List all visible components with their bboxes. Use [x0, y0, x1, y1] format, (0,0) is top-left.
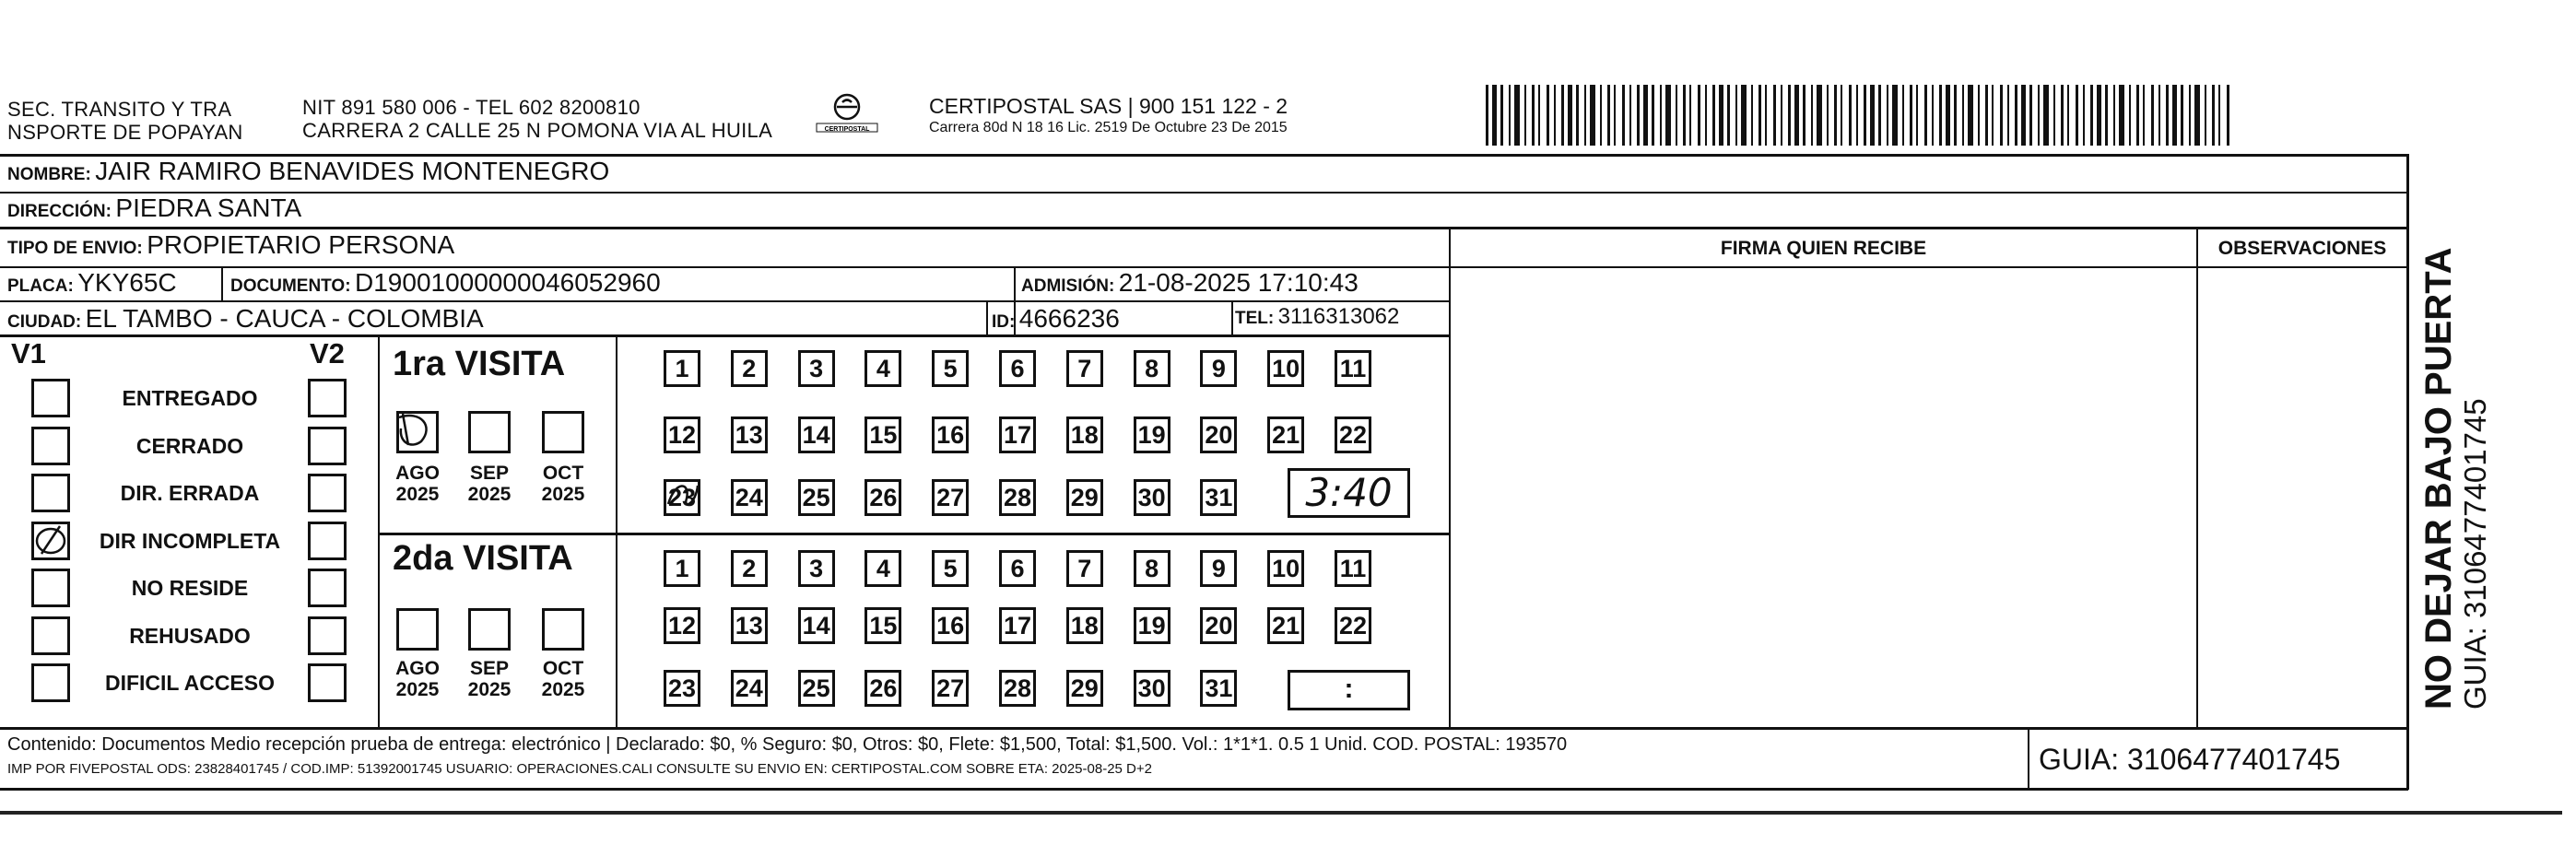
v1-checkbox[interactable]: [31, 569, 70, 607]
v1-checkbox[interactable]: [31, 522, 70, 560]
day-box[interactable]: 7: [1066, 550, 1103, 587]
day-box[interactable]: 23: [664, 670, 700, 707]
day-box[interactable]: 25: [798, 670, 835, 707]
v1-header: V1: [11, 337, 46, 369]
barcode-bar: [1509, 85, 1511, 146]
barcode-bar: [1992, 85, 1994, 146]
month-checkbox[interactable]: [468, 608, 511, 651]
barcode-bar: [1660, 85, 1662, 146]
shipment-type-row: [7, 230, 454, 265]
shipment-type: PROPIETARIO PERSONA: [147, 230, 455, 259]
day-box[interactable]: 27: [932, 670, 969, 707]
status-label: NO RESIDE: [131, 576, 249, 600]
barcode-bar: [1689, 85, 1691, 146]
day-box[interactable]: 8: [1134, 550, 1170, 587]
day-box[interactable]: 31: [1200, 479, 1237, 516]
v2-checkbox[interactable]: [308, 474, 347, 512]
status-label: REHUSADO: [129, 623, 251, 648]
day-box[interactable]: 22: [1335, 607, 1371, 644]
barcode-bar: [1554, 85, 1556, 146]
barcode-bar: [1968, 85, 1973, 146]
barcode-bar: [1773, 85, 1776, 146]
barcode-bar: [2061, 85, 2064, 146]
barcode-bar: [1864, 85, 1866, 146]
barcode-bar: [2000, 85, 2003, 146]
carrier-line-1: CERTIPOSTAL SAS | 900 151 122 - 2: [929, 94, 1288, 118]
barcode-bar: [2015, 85, 2017, 146]
barcode-bar: [2227, 85, 2229, 146]
day-box[interactable]: 18: [1066, 416, 1103, 453]
recipient-address: PIEDRA SANTA: [115, 194, 302, 222]
month-year-label: [462, 463, 517, 505]
admision-label: ADMISIÓN:: [1021, 276, 1115, 296]
barcode-bar: [1576, 85, 1579, 146]
year-label: 2025: [395, 679, 440, 700]
barcode-bar: [1524, 85, 1526, 146]
barcode-bar: [1811, 85, 1813, 146]
admission-field: [1021, 268, 1359, 298]
day-box[interactable]: 25: [798, 479, 835, 516]
status-label: DIFICIL ACCESO: [104, 671, 275, 695]
grid-line: [0, 192, 2408, 194]
visit2-time-box[interactable]: [1288, 670, 1410, 710]
day-box[interactable]: 16: [932, 607, 969, 644]
barcode-bar: [2083, 85, 2085, 146]
certipostal-logo: [815, 90, 879, 146]
barcode-bar: [1719, 85, 1723, 146]
day-box[interactable]: 1: [664, 550, 700, 587]
grid-line: [0, 788, 2408, 791]
barcode-bar: [1607, 85, 1610, 146]
day-box[interactable]: 6: [999, 550, 1036, 587]
id-field: [992, 304, 1120, 334]
day-box[interactable]: 3: [798, 550, 835, 587]
v2-checkbox[interactable]: [308, 569, 347, 607]
v2-checkbox[interactable]: [308, 663, 347, 702]
day-box[interactable]: 13: [731, 607, 768, 644]
barcode-bar: [1856, 85, 1858, 146]
id-label: ID:: [992, 312, 1016, 332]
day-box[interactable]: 12: [664, 607, 700, 644]
day-box[interactable]: 17: [999, 416, 1036, 453]
month-checkbox[interactable]: [542, 608, 584, 651]
day-box[interactable]: 9: [1200, 550, 1237, 587]
barcode-bar: [2172, 85, 2177, 146]
barcode-bar: [1561, 85, 1564, 146]
barcode-bar: [1939, 85, 1942, 146]
year-label: 2025: [541, 484, 585, 505]
barcode-bar: [2181, 85, 2183, 146]
visit1-time-box[interactable]: [1288, 468, 1410, 518]
month-checkbox[interactable]: [396, 608, 439, 651]
year-label: 2025: [395, 484, 440, 505]
barcode-bar: [1924, 85, 1927, 146]
id-number: 4666236: [1018, 304, 1120, 333]
observations-area[interactable]: [2198, 268, 2406, 727]
barcode-bar: [2067, 85, 2069, 146]
barcode-bar: [1547, 85, 1549, 146]
month-year-label: [462, 658, 517, 700]
day-box[interactable]: 14: [798, 416, 835, 453]
day-box[interactable]: 12: [664, 416, 700, 453]
grid-line: [221, 266, 223, 301]
day-box[interactable]: 7: [1066, 350, 1103, 387]
barcode-bar: [1584, 85, 1586, 146]
barcode-bar: [1781, 85, 1782, 146]
day-box[interactable]: 20: [1200, 416, 1237, 453]
day-box[interactable]: 30: [1134, 670, 1170, 707]
city: EL TAMBO - CAUCA - COLOMBIA: [85, 304, 484, 333]
signature-area[interactable]: [1451, 268, 2196, 727]
barcode-bar: [1727, 85, 1730, 146]
barcode-bar: [1500, 85, 1503, 146]
tipo-envio-label: TIPO DE ENVIO:: [7, 239, 143, 258]
placa-label: PLACA:: [7, 276, 74, 296]
day-box[interactable]: 17: [999, 607, 1036, 644]
day-box[interactable]: 14: [798, 607, 835, 644]
nombre-label: NOMBRE:: [7, 165, 91, 184]
day-box[interactable]: 22: [1335, 416, 1371, 453]
barcode-bar: [1978, 85, 1980, 146]
day-box[interactable]: 2: [731, 550, 768, 587]
barcode-bar: [1652, 85, 1654, 146]
month-year-label: [535, 463, 591, 505]
barcode-bar: [1751, 85, 1753, 146]
grid-line: [986, 300, 988, 335]
grid-line: [0, 727, 2408, 730]
barcode-bar: [1590, 85, 1595, 146]
signature-header: FIRMA QUIEN RECIBE: [1720, 238, 1927, 259]
day-box[interactable]: 28: [999, 479, 1036, 516]
barcode-bar: [1741, 85, 1747, 146]
barcode-bar: [2105, 85, 2108, 146]
visit1-title: 1ra VISITA: [393, 345, 566, 383]
visit2-title: 2da VISITA: [393, 539, 573, 578]
v2-checkbox[interactable]: [308, 522, 347, 560]
barcode-bar: [1735, 85, 1737, 146]
recipient-name-row: [7, 157, 609, 192]
barcode-bar: [2119, 85, 2124, 146]
recipient-name: JAIR RAMIRO BENAVIDES MONTENEGRO: [95, 157, 610, 185]
barcode-bar: [1849, 85, 1852, 146]
barcode-bar: [2113, 85, 2115, 146]
day-box[interactable]: 4: [865, 350, 901, 387]
barcode-bar: [1985, 85, 1988, 146]
tel-label: TEL:: [1235, 309, 1275, 328]
day-mark: [663, 476, 703, 517]
visit1-time: 3:40: [1305, 470, 1393, 515]
day-box[interactable]: 20: [1200, 607, 1237, 644]
barcode-bar: [2166, 85, 2169, 146]
barcode-bar: [2151, 85, 2154, 146]
year-label: 2025: [541, 679, 585, 700]
barcode-bar: [2212, 85, 2215, 146]
month-label: SEP: [469, 658, 510, 679]
barcode-bar: [1932, 85, 1934, 146]
day-box[interactable]: 3: [798, 350, 835, 387]
barcode-bar: [1486, 85, 1488, 146]
v1-checkbox[interactable]: [31, 663, 70, 702]
day-box[interactable]: 9: [1200, 350, 1237, 387]
month-label: OCT: [542, 463, 584, 484]
month-year-label: [535, 658, 591, 700]
day-box[interactable]: 10: [1267, 350, 1304, 387]
barcode-bar: [1712, 85, 1715, 146]
no-dejar-notice: NO DEJAR BAJO PUERTA: [2418, 247, 2459, 710]
v2-header: V2: [310, 337, 345, 369]
tel-field: [1235, 304, 1399, 330]
admission-datetime: 21-08-2025 17:10:43: [1118, 268, 1359, 297]
year-label: 2025: [467, 484, 512, 505]
day-box[interactable]: 30: [1134, 479, 1170, 516]
barcode-bar: [1629, 85, 1631, 146]
observations-header: OBSERVACIONES: [2217, 238, 2387, 259]
tear-edge: [0, 811, 2562, 815]
grid-line: [378, 533, 1449, 535]
barcode-bar: [1637, 85, 1640, 146]
day-box[interactable]: 5: [932, 550, 969, 587]
plate-field: [7, 268, 177, 298]
day-box[interactable]: 29: [1066, 479, 1103, 516]
day-box[interactable]: 24: [731, 479, 768, 516]
day-box[interactable]: 1: [664, 350, 700, 387]
barcode-bar: [2129, 85, 2131, 146]
day-box[interactable]: 28: [999, 670, 1036, 707]
barcode-bar: [1665, 85, 1671, 146]
barcode-bar: [1902, 85, 1904, 146]
grid-line: [2028, 730, 2029, 789]
barcode: [1486, 85, 2232, 146]
issuer-contact: [302, 96, 772, 142]
barcode-bar: [2021, 85, 2026, 146]
v1-checkbox[interactable]: [31, 379, 70, 417]
day-box[interactable]: 16: [932, 416, 969, 453]
month-label: OCT: [542, 658, 584, 679]
barcode-bar: [2076, 85, 2078, 146]
day-box[interactable]: 13: [731, 416, 768, 453]
barcode-bar: [1514, 85, 1520, 146]
barcode-bar: [2158, 85, 2160, 146]
day-box[interactable]: 21: [1267, 416, 1304, 453]
barcode-bar: [1788, 85, 1791, 146]
barcode-bar: [1492, 85, 1497, 146]
barcode-bar: [1622, 85, 1625, 146]
barcode-bar: [2136, 85, 2139, 146]
month-checkbox[interactable]: [542, 411, 584, 453]
day-box[interactable]: 5: [932, 350, 969, 387]
month-checkbox[interactable]: [468, 411, 511, 453]
issuer-line-2: NSPORTE DE POPAYAN: [7, 121, 243, 144]
status-label: ENTREGADO: [122, 386, 258, 410]
barcode-bar: [1892, 85, 1898, 146]
barcode-bar: [1568, 85, 1572, 146]
barcode-bar: [2097, 85, 2101, 146]
barcode-bar: [1878, 85, 1881, 146]
footer-print-line: IMP POR FIVEPOSTAL ODS: 23828401745 / COD.IMP: 51392001745 USUARIO: OPERACIONES.CALI CONSULTE SU ENVIO EN: CERTIPOSTAL.COM SOBRE ETA: 2025-08-25 D+2: [7, 761, 1152, 777]
day-box[interactable]: 6: [999, 350, 1036, 387]
day-box[interactable]: 29: [1066, 670, 1103, 707]
day-box[interactable]: 21: [1267, 607, 1304, 644]
footer-content-line: Contenido: Documentos Medio recepción prueba de entrega: electrónico | Declarado: $0, % Seguro: $0, Otros: $0, Flete: $1,500, Total: $1,500. Vol.: 1*1*1. 0.5 1 Unid. COD. POSTAL: 193570: [7, 734, 1568, 755]
month-label: SEP: [469, 463, 510, 484]
day-box[interactable]: 23: [664, 479, 700, 516]
barcode-bar: [1841, 85, 1842, 146]
carrier-info: [929, 94, 1288, 138]
barcode-bar: [1643, 85, 1648, 146]
documento-label: DOCUMENTO:: [230, 276, 351, 296]
recipient-address-row: [7, 194, 301, 227]
day-box[interactable]: 27: [932, 479, 969, 516]
day-box[interactable]: 19: [1134, 416, 1170, 453]
month-checkbox[interactable]: [396, 411, 439, 453]
barcode-bar: [2218, 85, 2220, 146]
barcode-bar: [1676, 85, 1677, 146]
side-guia: GUIA: 3106477401745: [2458, 398, 2492, 710]
barcode-bar: [1827, 85, 1829, 146]
day-box[interactable]: 4: [865, 550, 901, 587]
status-label: CERRADO: [135, 433, 244, 458]
barcode-bar: [1910, 85, 1912, 146]
day-box[interactable]: 18: [1066, 607, 1103, 644]
barcode-bar: [1916, 85, 1918, 146]
status-label: DIR INCOMPLETA: [99, 528, 281, 553]
barcode-bar: [1600, 85, 1602, 146]
document-field: [230, 268, 661, 298]
barcode-bar: [2189, 85, 2191, 146]
barcode-bar: [2090, 85, 2093, 146]
v2-checkbox[interactable]: [308, 616, 347, 655]
ciudad-label: CIUDAD:: [7, 312, 82, 332]
barcode-bar: [1817, 85, 1822, 146]
barcode-bar: [1887, 85, 1888, 146]
barcode-bar: [1870, 85, 1875, 146]
day-box[interactable]: 11: [1335, 550, 1371, 587]
barcode-bar: [2143, 85, 2145, 146]
barcode-bar: [1962, 85, 1964, 146]
barcode-bar: [2194, 85, 2200, 146]
day-box[interactable]: 15: [865, 416, 901, 453]
direccion-label: DIRECCIÓN:: [7, 202, 112, 221]
day-box[interactable]: 24: [731, 670, 768, 707]
plate-number: YKY65C: [77, 268, 177, 297]
day-box[interactable]: 11: [1335, 350, 1371, 387]
document-number: D19001000000046052960: [355, 268, 661, 297]
day-box[interactable]: 15: [865, 607, 901, 644]
barcode-bar: [2038, 85, 2040, 146]
carrier-line-2: Carrera 80d N 18 16 Lic. 2519 De Octubre 23 De 2015: [929, 120, 1288, 135]
barcode-bar: [1954, 85, 1957, 146]
v1-checkbox[interactable]: [31, 616, 70, 655]
day-box[interactable]: 26: [865, 479, 901, 516]
barcode-bar: [1834, 85, 1837, 146]
day-box[interactable]: 8: [1134, 350, 1170, 387]
year-label: 2025: [467, 679, 512, 700]
barcode-bar: [1946, 85, 1950, 146]
barcode-bar: [1759, 85, 1761, 146]
grid-line: [0, 227, 2408, 229]
barcode-bar: [1538, 85, 1540, 146]
day-box[interactable]: 10: [1267, 550, 1304, 587]
barcode-bar: [2053, 85, 2055, 146]
barcode-bar: [1705, 85, 1707, 146]
month-year-label: [390, 463, 445, 505]
day-box[interactable]: 31: [1200, 670, 1237, 707]
day-box[interactable]: 26: [865, 670, 901, 707]
month-year-label: [390, 658, 445, 700]
barcode-bar: [2043, 85, 2049, 146]
status-label: DIR. ERRADA: [120, 481, 260, 505]
grid-line: [1231, 300, 1233, 335]
nit-line: NIT 891 580 006 - TEL 602 8200810: [302, 96, 641, 119]
v2-checkbox[interactable]: [308, 427, 347, 465]
address-line: CARRERA 2 CALLE 25 N POMONA VIA AL HUILA: [302, 119, 773, 142]
v1-checkbox[interactable]: [31, 474, 70, 512]
barcode-bar: [1614, 85, 1616, 146]
barcode-bar: [1794, 85, 1799, 146]
barcode-bar: [1532, 85, 1535, 146]
visit2-time: :: [1344, 674, 1354, 704]
issuer-line-1: SEC. TRANSITO Y TRA: [7, 98, 232, 121]
svg-text:CERTIPOSTAL: CERTIPOSTAL: [824, 126, 870, 133]
barcode-bar: [1765, 85, 1767, 146]
phone-number: 3116313062: [1277, 304, 1400, 329]
month-label: AGO: [395, 463, 440, 484]
barcode-bar: [1803, 85, 1806, 146]
barcode-bar: [2029, 85, 2032, 146]
city-field: [7, 304, 484, 334]
side-notice: [2407, 247, 2555, 710]
barcode-bar: [2007, 85, 2009, 146]
day-box[interactable]: 2: [731, 350, 768, 387]
day-box[interactable]: 19: [1134, 607, 1170, 644]
barcode-bar: [1683, 85, 1686, 146]
v1-checkbox[interactable]: [31, 427, 70, 465]
footer-guia: GUIA: 3106477401745: [2039, 743, 2341, 776]
barcode-bar: [1698, 85, 1700, 146]
issuer-name: [7, 98, 243, 144]
barcode-bar: [2205, 85, 2206, 146]
v2-checkbox[interactable]: [308, 379, 347, 417]
month-label: AGO: [395, 658, 440, 679]
